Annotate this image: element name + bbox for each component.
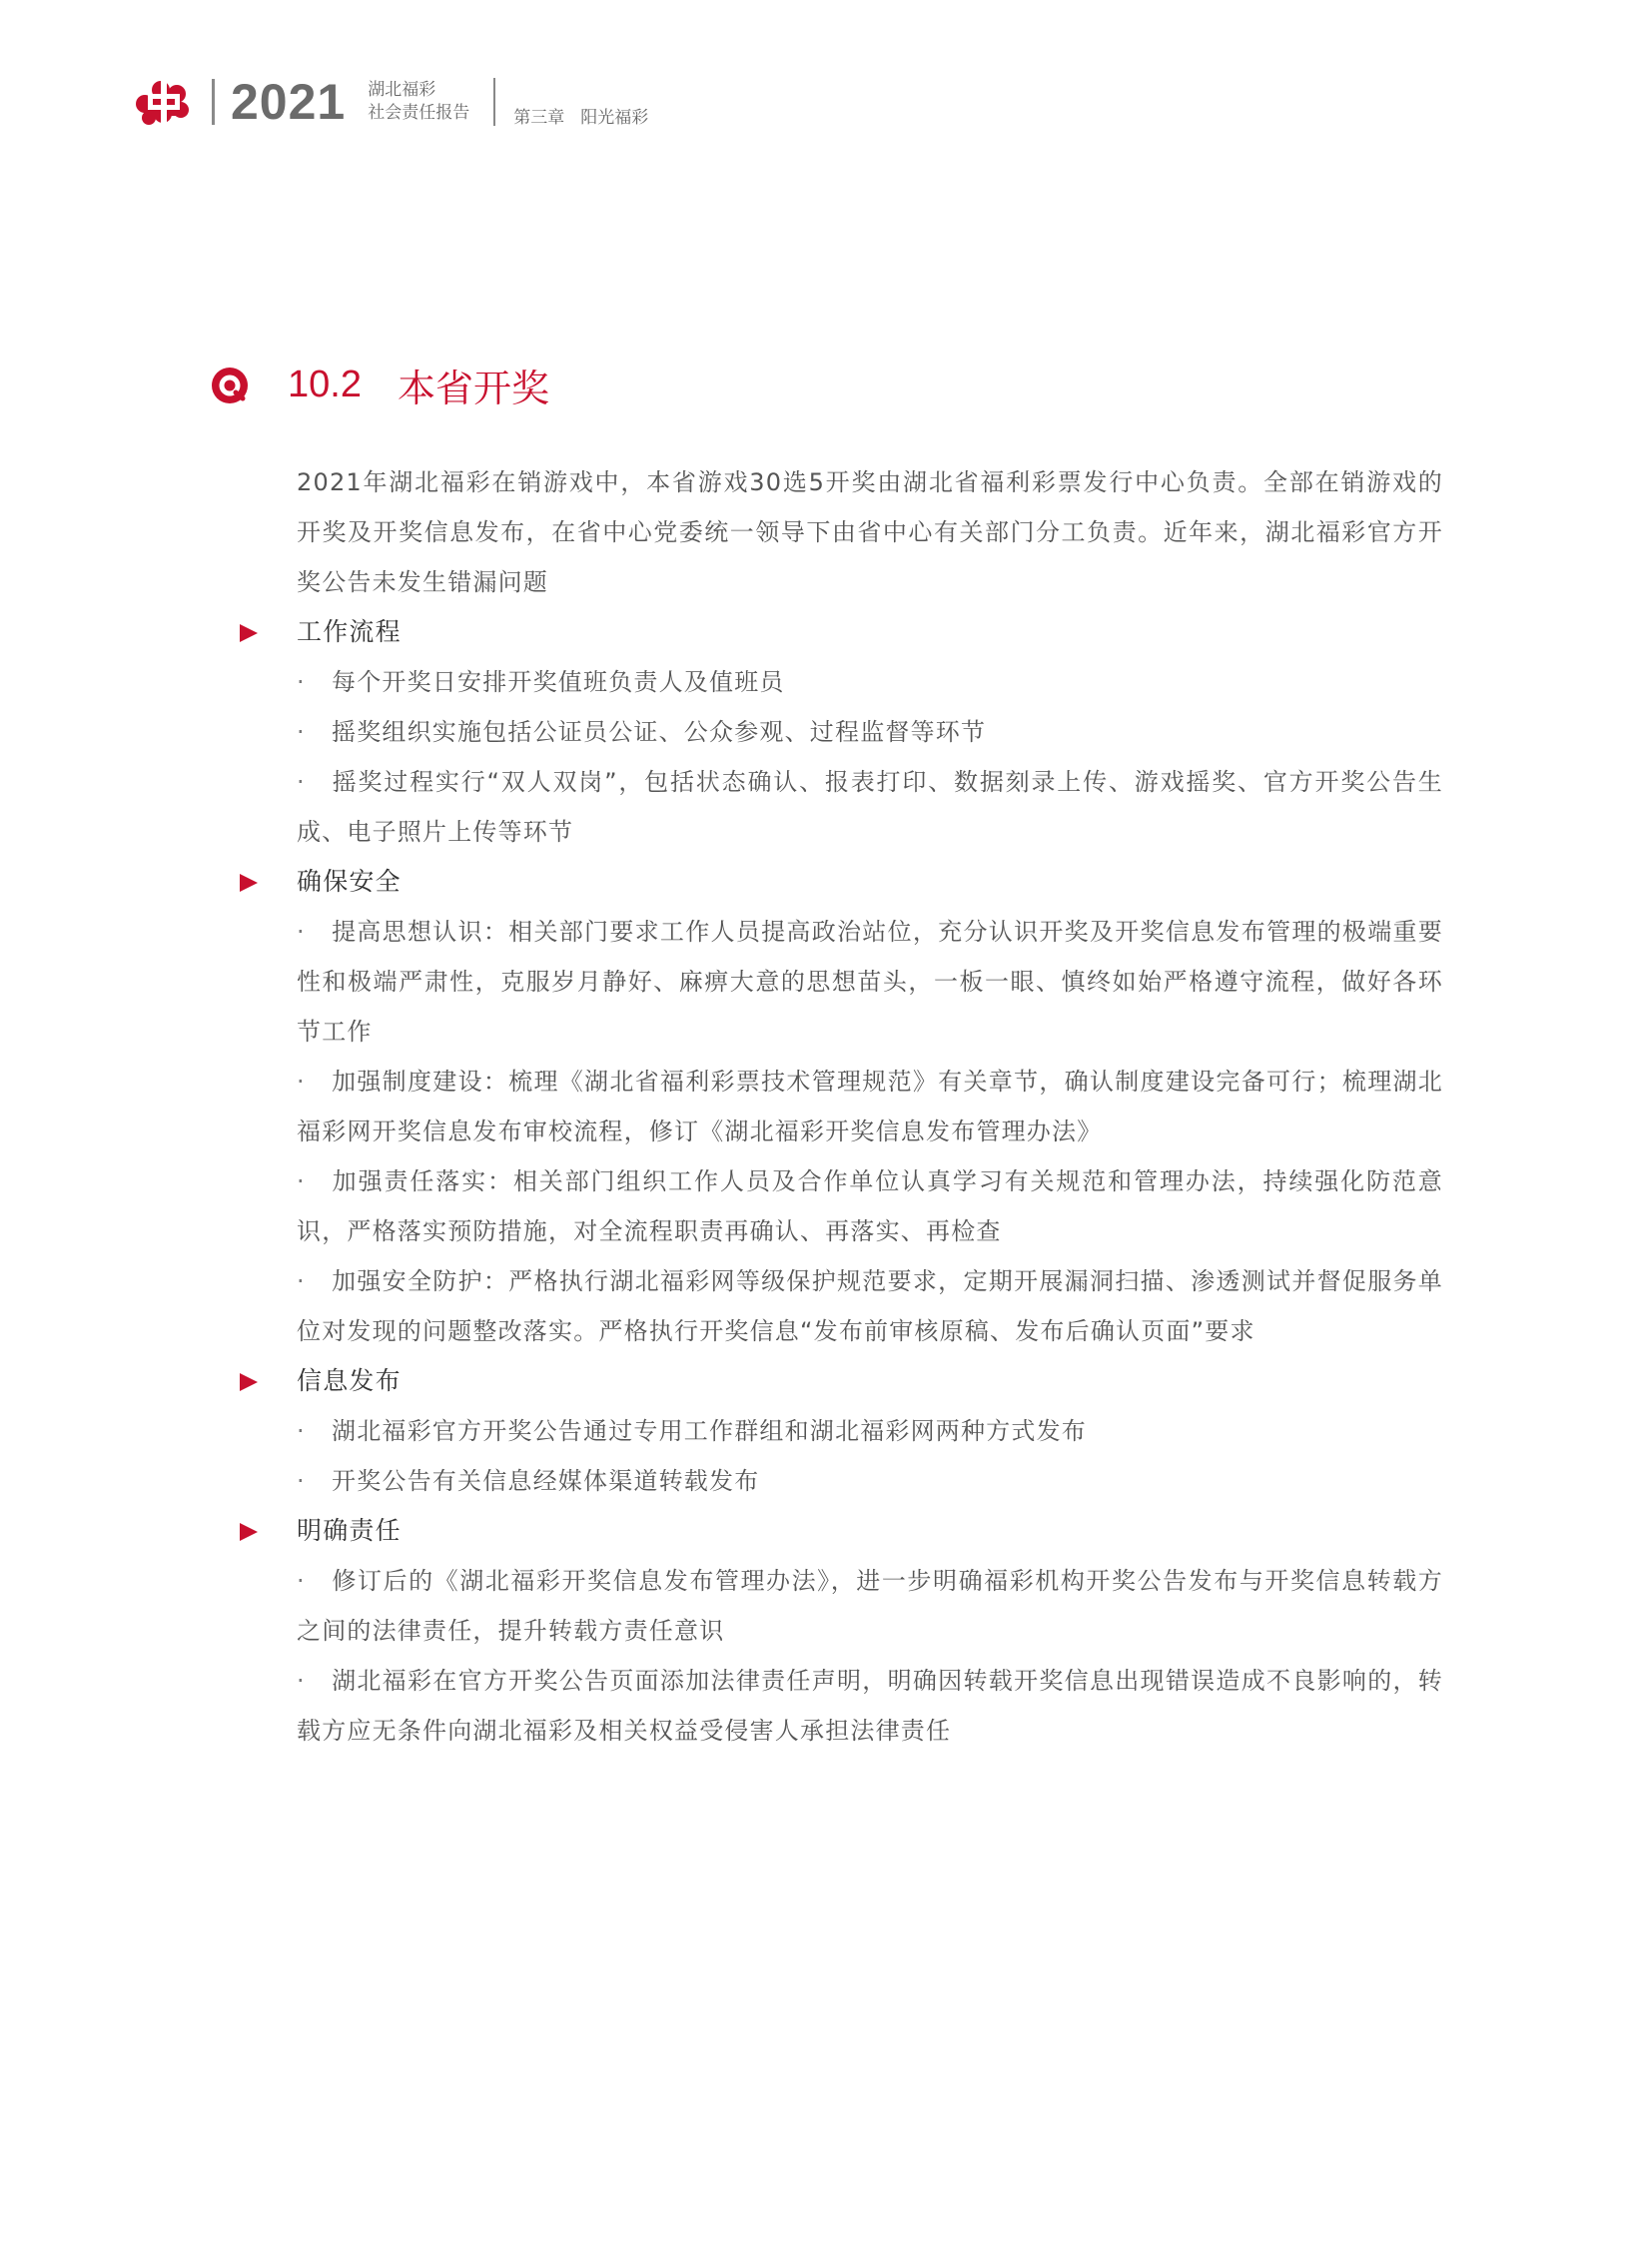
list-item: · 修订后的《湖北福彩开奖信息发布管理办法》，进一步明确福彩机构开奖公告发布与开奖信息转载方之间的法律责任，提升转载方责任意识 [297, 1567, 1443, 1645]
list-item: · 开奖公告有关信息经媒体渠道转载发布 [297, 1467, 760, 1495]
group-workflow [297, 607, 1443, 857]
welfare-lottery-logo-icon [132, 74, 196, 130]
list-item: · 湖北福彩官方开奖公告通过专用工作群组和湖北福彩网两种方式发布 [297, 1417, 1087, 1445]
list-item: · 湖北福彩在官方开奖公告页面添加法律责任声明，明确因转载开奖信息出现错误造成不良影响的，转载方应无条件向湖北福彩及相关权益受侵害人承担法律责任 [297, 1667, 1443, 1745]
section-title: 本省开奖 [397, 367, 549, 410]
triangle-bullet-icon [240, 624, 258, 642]
intro-paragraph: 2021年湖北福彩在销游戏中，本省游戏30选5开奖由湖北省福利彩票发行中心负责。全部在销游戏的开奖及开奖信息发布，在省中心党委统一领导下由省中心有关部门分工负责。近年来，湖北福彩官方开奖公告未发生错漏问题 [297, 468, 1443, 596]
list-item: · 加强制度建设：梳理《湖北省福利彩票技术管理规范》有关章节，确认制度建设完备可行；梳理湖北福彩网开奖信息发布审校流程，修订《湖北福彩开奖信息发布管理办法》 [297, 1068, 1443, 1145]
list-item: · 摇奖过程实行“双人双岗”，包括状态确认、报表打印、数据刻录上传、游戏摇奖、官方开奖公告生成、电子照片上传等环节 [297, 768, 1443, 846]
header-divider [212, 79, 215, 125]
group-title: 工作流程 [297, 607, 1443, 657]
page-header [132, 72, 648, 132]
list-item: · 摇奖组织实施包括公证员公证、公众参观、过程监督等环节 [297, 718, 987, 746]
header-divider [493, 78, 495, 126]
chapter-label [513, 103, 648, 128]
group-title: 信息发布 [297, 1356, 1443, 1406]
list-item: · 每个开奖日安排开奖值班负责人及值班员 [297, 668, 785, 696]
group-title: 明确责任 [297, 1506, 1443, 1556]
report-name-line2: 社会责任报告 [368, 103, 470, 123]
list-item: · 加强安全防护：严格执行湖北福彩网等级保护规范要求，定期开展漏洞扫描、渗透测试并督促服务单位对发现的问题整改落实。严格执行开奖信息“发布前审核原稿、发布后确认页面”要求 [297, 1267, 1443, 1345]
main-content [297, 457, 1443, 1756]
section-bullet-icon [210, 366, 250, 405]
group-safety [297, 857, 1443, 1356]
group-responsibility [297, 1506, 1443, 1756]
triangle-bullet-icon [240, 1373, 258, 1391]
triangle-bullet-icon [240, 874, 258, 892]
report-year: 2021 [231, 74, 347, 130]
group-publishing [297, 1356, 1443, 1506]
triangle-bullet-icon [240, 1523, 258, 1541]
report-name [368, 79, 469, 125]
report-name-line1: 湖北福彩 [368, 80, 436, 100]
list-item: · 加强责任落实：相关部门组织工作人员及合作单位认真学习有关规范和管理办法，持续强化防范意识，严格落实预防措施，对全流程职责再确认、再落实、再检查 [297, 1167, 1443, 1245]
chapter-number: 第三章 [513, 107, 565, 128]
chapter-name: 阳光福彩 [580, 107, 649, 128]
section-number: 10.2 [288, 364, 362, 405]
list-item: · 提高思想认识：相关部门要求工作人员提高政治站位，充分认识开奖及开奖信息发布管理的极端重要性和极端严肃性，克服岁月静好、麻痹大意的思想苗头，一板一眼、慎终如始严格遵守流程，做好各环节工作 [297, 918, 1443, 1046]
group-title: 确保安全 [297, 857, 1443, 907]
section-heading [210, 358, 549, 412]
